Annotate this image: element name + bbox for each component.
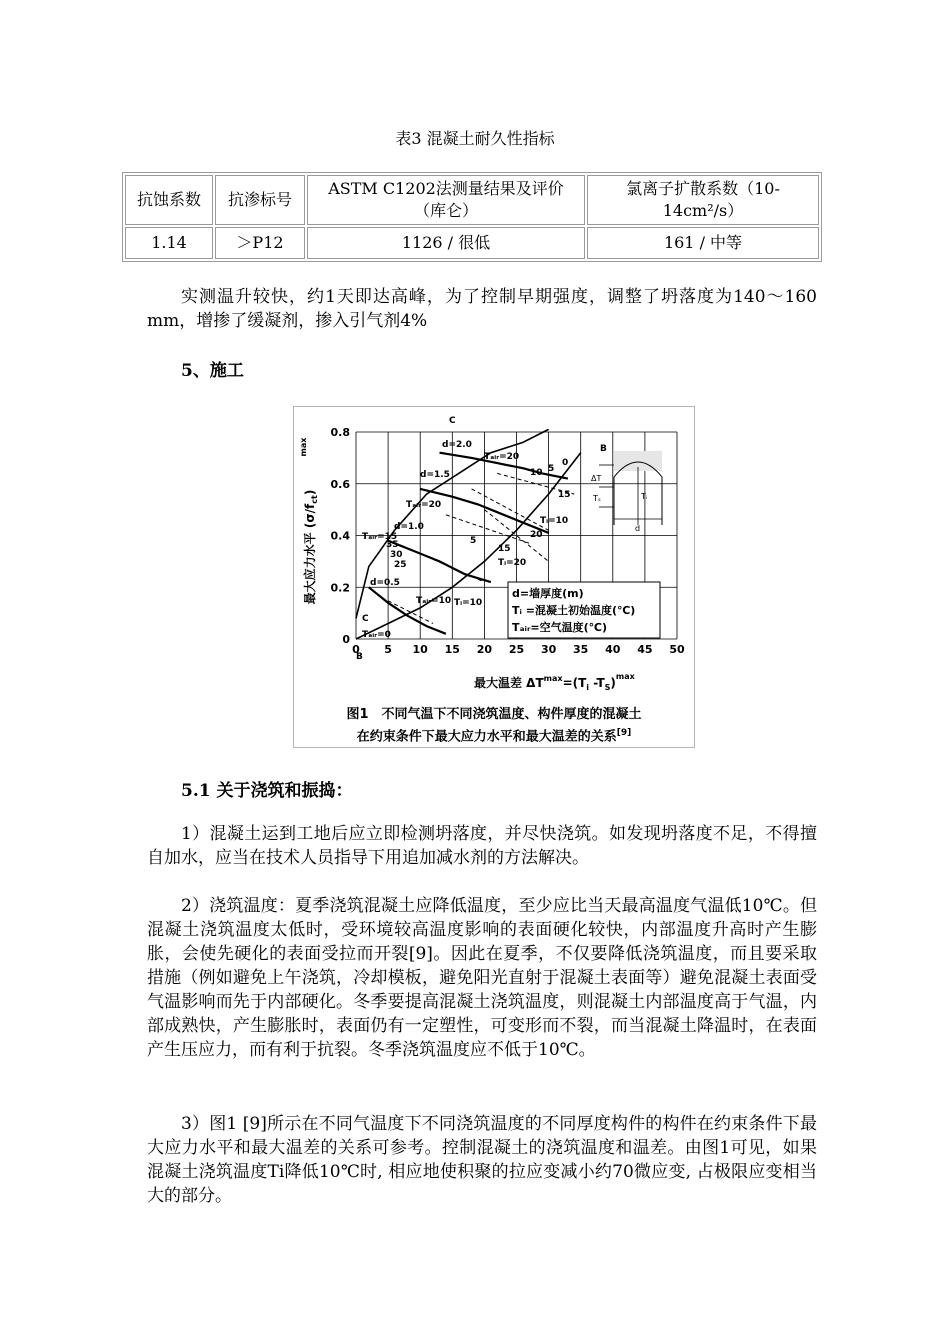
legend-d: d=墙厚度(m) [512, 587, 584, 600]
paragraph-2: 2）浇筑温度：夏季浇筑混凝土应降低温度，至少应比当天最高温度气温低10℃。但混凝土浇筑温度太低时，受环境较高温度影响的表面硬化较快，内部温度升高时产生膨胀，会使先硬化的表面受拉而开裂[9]。因此在夏季，不仅要降低浇筑温度，而且要采取措施（例如避免上午浇筑，冷却模板，避免阳光直射于混凝土表面等）避免混凝土表面受气温影响而先于内部硬化。冬季要提高混凝土浇筑温度，则混凝土内部温度高于气温，内部成熟快，产生膨胀时，表面仍有一定塑性，可变形而不裂，而当混凝土降温时，在表面产生压应力，而有利于抗裂。冬季浇筑温度应不低于10℃。 [147, 896, 817, 1060]
table-header-cell-line: ASTM C1202法测量结果及评价 [328, 179, 564, 198]
curve-label-b: B [600, 444, 607, 454]
y-axis-label-max: max [299, 437, 308, 457]
isotherm-dashed-line [472, 489, 549, 530]
curve-label-tair20: Tₐᵢᵣ=20 [484, 452, 520, 462]
legend-ti: Tᵢ =混凝土初始温度(℃) [512, 604, 636, 617]
figure-caption-line1: 图1 不同气温下不同浇筑温度、构件厚度的混凝土 [346, 707, 642, 722]
curve-num-5: 5 [548, 464, 555, 474]
legend-tair: Tₐᵢᵣ=空气温度(℃) [512, 621, 608, 634]
x-tick-label: 20 [476, 643, 493, 656]
x-tick-label: 30 [540, 643, 557, 656]
section-heading-5: 5、施工 [181, 361, 244, 381]
x-tick-label: 0 [352, 643, 360, 656]
figure-caption [294, 705, 694, 746]
paragraph-3: 3）图1 [9]所示在不同气温度下不同浇筑温度的不同厚度构件的构件在约束条件下最大应力水平和最大温差的关系可参考。控制混凝土的浇筑温度和温差。由图1可见，如果混凝土浇筑温度Ti降低10℃时, 相应地使积聚的拉应变减小约70微应变, 占极限应变相当大的部分。 [147, 1114, 817, 1206]
curve-num-15: 15 [558, 490, 571, 500]
y-tick-label: 0.4 [330, 529, 350, 543]
curve-label-ti10: Tᵢ=10 [540, 516, 569, 526]
curve-label-c: C [449, 416, 456, 426]
table-header-cell [587, 175, 819, 225]
y-tick-label: 0.2 [330, 581, 350, 595]
curve-num-10: 10 [530, 468, 543, 478]
inset-d-label: d [635, 524, 641, 533]
table-cell: 1.14 [125, 227, 213, 259]
table-header-cell [307, 175, 585, 225]
figure-chart [294, 407, 694, 707]
curve-label-b2: B [356, 652, 363, 662]
curve-label-tair10: Tₐᵢᵣ=10 [416, 596, 452, 606]
figure-caption-ref: [9] [616, 728, 632, 738]
y-tick-label: 0 [342, 633, 350, 646]
curve-label-tair20b: Tₐᵢᵣ=20 [406, 500, 442, 510]
curve-num-15b: 15 [498, 544, 511, 554]
curve-label-d20: d=2.0 [442, 440, 472, 450]
x-tick-label: 25 [508, 643, 525, 656]
x-tick-label: 40 [605, 643, 621, 656]
y-axis-label: 最大应力水平 $(\sigma/f_{ct})$ [303, 489, 319, 605]
curve-num-20: 20 [530, 530, 543, 540]
y-tick-label: 0.6 [330, 477, 350, 491]
wall-section-inset [591, 451, 662, 533]
inset-ti-label: Tᵢ [641, 492, 648, 501]
curve-label-d15: d=1.5 [420, 470, 450, 480]
curve-num-35: 35 [386, 540, 399, 550]
section-heading-5-1: 5.1 关于浇筑和振捣： [181, 781, 353, 801]
table-header-cell-line: （库仑） [413, 201, 478, 220]
curve-label-tair0: Tₐᵢᵣ=0 [362, 630, 391, 640]
y-tick-label: 0.8 [330, 426, 350, 439]
table-header-cell: 抗渗标号 [215, 175, 305, 225]
x-tick-label: 35 [573, 643, 589, 656]
table-cell: ＞P12 [215, 227, 305, 259]
x-tick-label: 15 [444, 643, 460, 656]
table-header-cell: 抗蚀系数 [125, 175, 213, 225]
figure-1 [293, 406, 695, 748]
curve-label-tair15: Tₐᵢᵣ=15 [362, 532, 398, 542]
inset-ts-label: Tₛ [593, 494, 601, 503]
x-tick-label: 10 [412, 643, 428, 656]
curve-label-ti10b: Tᵢ=10 [454, 598, 483, 608]
inset-dT-label: ΔT [591, 474, 602, 483]
x-tick-label: 5 [384, 643, 392, 656]
table-header-cell-line: 氯离子扩散系数（10- [626, 179, 780, 198]
curve-num-25: 25 [394, 560, 407, 570]
x-tick-label: 50 [669, 643, 685, 656]
table-row [125, 227, 819, 259]
figure-caption-line2: 在约束条件下最大应力水平和最大温差的关系 [356, 729, 617, 745]
curve-label-d05: d=0.5 [370, 578, 400, 588]
curve-num-0: 0 [562, 458, 569, 468]
table-header-cell-line: 14cm²/s） [662, 201, 744, 220]
table-cell: 1126 / 很低 [307, 227, 585, 259]
curve-label-d10: d=1.0 [394, 522, 424, 532]
paragraph-1: 1）混凝土运到工地后应立即检测坍落度，并尽快浇筑。如发现坍落度不足，不得擅自加水，应当在技术人员指导下用追加减水剂的方法解决。 [147, 824, 817, 868]
curve-label-c2: C [362, 614, 369, 624]
durability-table [122, 172, 822, 262]
svg-text:.: . [308, 704, 309, 705]
paragraph-intro: 实测温升较快，约1天即达高峰，为了控制早期强度，调整了坍落度为140～160 mm，增掺了缓凝剂，掺入引气剂4% [147, 287, 817, 331]
curve-num-5b: 5 [470, 536, 477, 546]
table-header-row [125, 175, 819, 225]
table-caption: 表3 混凝土耐久性指标 [395, 129, 555, 148]
x-axis-label: 最大温差 $\Delta T^{max}=(T_i$ $-T_S)^{max}$ [474, 672, 635, 692]
curve-label-ti20: Tᵢ=20 [498, 558, 527, 568]
table-cell: 161 / 中等 [587, 227, 819, 259]
curve-num-30: 30 [390, 550, 403, 560]
x-tick-label: 45 [637, 643, 653, 656]
